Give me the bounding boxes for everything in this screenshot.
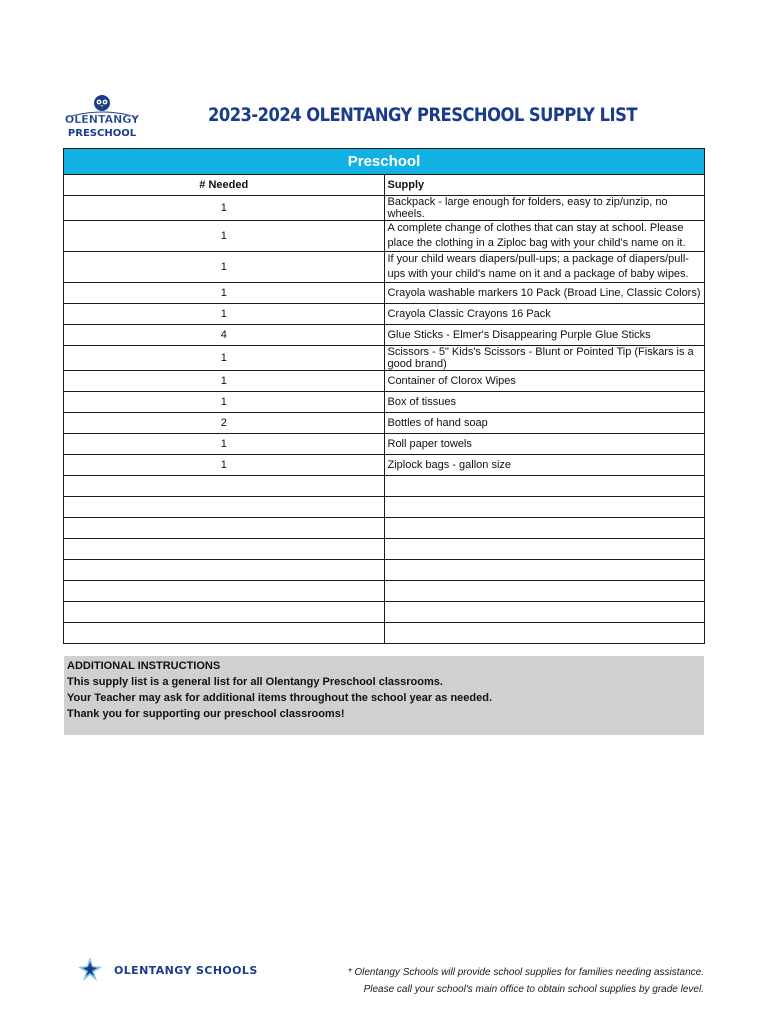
row-qty: 1 — [64, 392, 385, 413]
empty-cell — [64, 581, 385, 602]
row-qty: 1 — [64, 455, 385, 476]
table-row — [64, 304, 705, 325]
header-needed: # Needed — [64, 175, 385, 196]
row-item: Crayola Classic Crayons 16 Pack — [384, 304, 705, 325]
table-row — [64, 283, 705, 304]
empty-cell — [64, 497, 385, 518]
empty-cell — [64, 518, 385, 539]
empty-row — [64, 497, 705, 518]
instructions-heading: ADDITIONAL INSTRUCTIONS — [67, 660, 221, 672]
empty-row — [64, 560, 705, 581]
row-qty: 1 — [64, 221, 385, 252]
olentangy-preschool-logo — [66, 93, 138, 141]
empty-row — [64, 539, 705, 560]
empty-row — [64, 518, 705, 539]
row-item: If your child wears diapers/pull-ups; a package of diapers/pull-ups with your child's name on it and a package of baby wipes. — [384, 252, 705, 283]
instructions-line: Thank you for supporting our preschool classrooms! — [67, 708, 345, 720]
footer-note — [348, 964, 704, 998]
empty-cell — [384, 518, 705, 539]
empty-cell — [384, 581, 705, 602]
table-row — [64, 221, 705, 252]
header-supply: Supply — [384, 175, 705, 196]
page-title: 2023-2024 OLENTANGY PRESCHOOL SUPPLY LIST — [208, 104, 638, 126]
row-qty: 1 — [64, 434, 385, 455]
empty-cell — [384, 560, 705, 581]
empty-row — [64, 602, 705, 623]
row-item: Bottles of hand soap — [384, 413, 705, 434]
instructions-line: Your Teacher may ask for additional items throughout the school year as needed. — [67, 692, 493, 704]
row-qty: 1 — [64, 252, 385, 283]
table-row — [64, 371, 705, 392]
empty-cell — [384, 602, 705, 623]
instructions-line: This supply list is a general list for all Olentangy Preschool classrooms. — [67, 676, 443, 688]
row-qty: 1 — [64, 346, 385, 371]
row-item: Roll paper towels — [384, 434, 705, 455]
row-item: Glue Sticks - Elmer's Disappearing Purple Glue Sticks — [384, 325, 705, 346]
table-band-label: Preschool — [64, 149, 705, 175]
additional-instructions — [64, 656, 704, 735]
empty-cell — [384, 539, 705, 560]
row-item: Scissors - 5" Kids's Scissors - Blunt or Pointed Tip (Fiskars is a good brand) — [384, 346, 705, 371]
table-row — [64, 196, 705, 221]
table-row — [64, 252, 705, 283]
row-qty: 1 — [64, 304, 385, 325]
empty-cell — [64, 602, 385, 623]
table-row — [64, 434, 705, 455]
logo-text-line2: PRESCHOOL — [67, 128, 137, 139]
table-row — [64, 413, 705, 434]
empty-row — [64, 623, 705, 644]
olentangy-schools-logo — [72, 952, 258, 986]
row-item: Backpack - large enough for folders, easy to zip/unzip, no wheels. — [384, 196, 705, 221]
row-item: Crayola washable markers 10 Pack (Broad Line, Classic Colors) — [384, 283, 705, 304]
table-row — [64, 455, 705, 476]
row-qty: 1 — [64, 196, 385, 221]
empty-cell — [64, 539, 385, 560]
footer-note-line: Please call your school's main office to obtain school supplies by grade level. — [363, 984, 704, 995]
row-item: Container of Clorox Wipes — [384, 371, 705, 392]
table-row — [64, 346, 705, 371]
table-row — [64, 392, 705, 413]
logo-text-line1: OLENTANGY — [64, 113, 140, 126]
empty-cell — [384, 623, 705, 644]
row-item: Ziplock bags - gallon size — [384, 455, 705, 476]
empty-cell — [64, 560, 385, 581]
empty-row — [64, 581, 705, 602]
empty-cell — [384, 497, 705, 518]
footer-logo-text: OLENTANGY SCHOOLS — [114, 964, 258, 977]
empty-row — [64, 476, 705, 497]
row-qty: 1 — [64, 371, 385, 392]
row-qty: 1 — [64, 283, 385, 304]
empty-cell — [64, 623, 385, 644]
row-qty: 4 — [64, 325, 385, 346]
row-item: Box of tissues — [384, 392, 705, 413]
footer-note-line: * Olentangy Schools will provide school supplies for families needing assistance. — [347, 967, 704, 978]
table-row — [64, 325, 705, 346]
empty-cell — [64, 476, 385, 497]
row-qty: 2 — [64, 413, 385, 434]
supply-table — [63, 148, 705, 644]
row-item: A complete change of clothes that can stay at school. Please place the clothing in a Ziploc bag with your child's name on it. — [384, 221, 705, 252]
empty-cell — [384, 476, 705, 497]
